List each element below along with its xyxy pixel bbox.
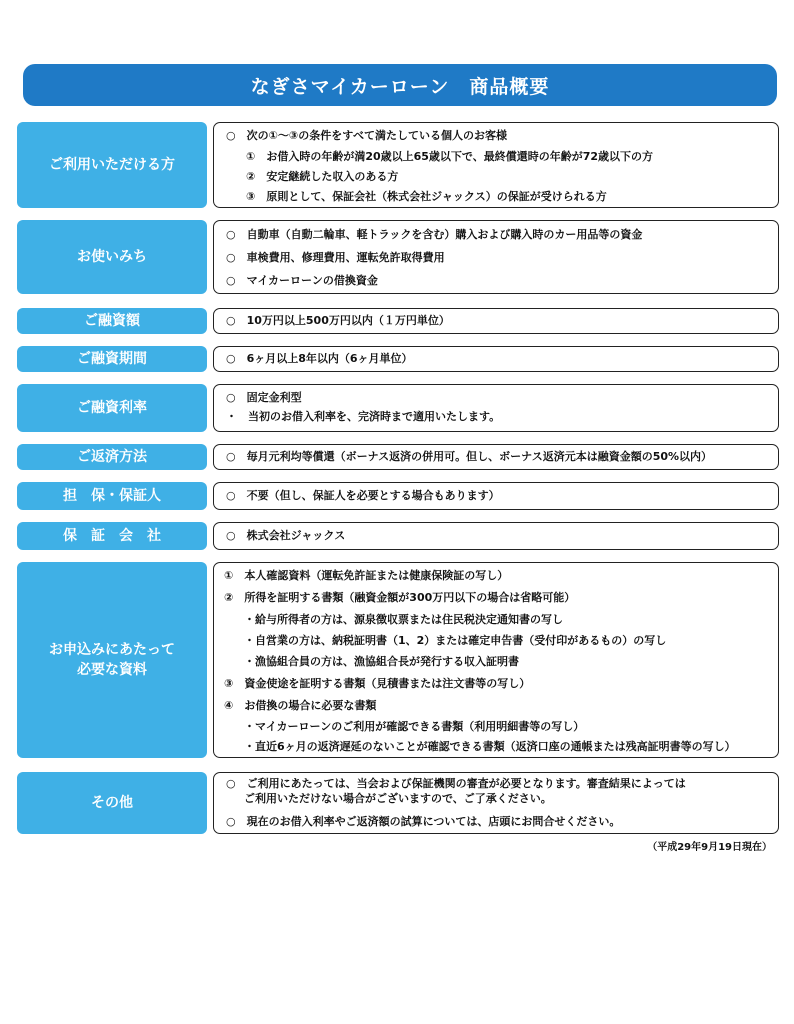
content-line: ・マイカーローンのご利用が確認できる書類（利用明細書等の写し） [244,720,585,733]
section-label-rate: ご融資利率 [17,384,207,432]
section-label-usage: お使いみち [17,220,207,294]
section-label-amount: ご融資額 [17,308,207,334]
section-documents [17,562,779,758]
section-label-repayment: ご返済方法 [17,444,207,470]
content-line: ③ 原則として、保証会社（株式会社ジャックス）の保証が受けられる方 [246,190,607,203]
content-line: ○ マイカーローンの借換資金 [226,274,378,287]
section-other [17,772,779,834]
section-content-collateral [213,482,779,510]
content-line: ○ 6ヶ月以上8年以内（6ヶ月単位） [226,352,413,365]
content-line: ② 所得を証明する書類（融資金額が300万円以下の場合は省略可能） [224,591,576,604]
content-line: ① お借入時の年齢が満20歳以上65歳以下で、最終償還時の年齢が72歳以下の方 [246,150,654,163]
section-rate [17,384,779,432]
section-label-line: お申込みにあたって [49,642,175,658]
as-of-date-note: （平成29年9月19日現在） [647,842,772,853]
section-content-period [213,346,779,372]
content-line: ・給与所得者の方は、源泉徴収票または住民税決定通知書の写し [244,613,563,626]
section-eligible [17,122,779,208]
section-content-usage [213,220,779,294]
content-line: ○ ご利用にあたっては、当会および保証機関の審査が必要となります。審査結果によっては [226,777,686,790]
content-line: ① 本人確認資料（運転免許証または健康保険証の写し） [224,569,509,582]
content-line: ○ 固定金利型 [226,391,302,404]
section-guarantor [17,522,779,550]
section-content-other [213,772,779,834]
content-line: ○ 毎月元利均等償還（ボーナス返済の併用可。但し、ボーナス返済元本は融資金額の50%以内） [226,450,713,463]
content-line: ・漁協組合員の方は、漁協組合長が発行する収入証明書 [244,655,519,668]
content-line: ④ お借換の場合に必要な書類 [224,699,377,712]
content-line: ○ 株式会社ジャックス [226,529,346,542]
section-repayment [17,444,779,470]
content-line: ・ 当初のお借入利率を、完済時まで適用いたします。 [226,410,501,423]
content-line: ② 安定継続した収入のある方 [246,170,399,183]
content-line: ・自営業の方は、納税証明書（1、2）または確定申告書（受付印があるもの）の写し [244,634,667,647]
section-label-period: ご融資期間 [17,346,207,372]
content-line: ③ 資金使途を証明する書類（見積書または注文書等の写し） [224,677,531,690]
content-line: ご利用いただけない場合がございますので、ご了承ください。 [244,792,552,805]
section-content-documents [213,562,779,758]
section-content-amount [213,308,779,334]
section-content-eligible [213,122,779,208]
section-content-repayment [213,444,779,470]
content-line: ○ 現在のお借入利率やご返済額の試算については、店頭にお問合せください。 [226,815,621,828]
section-collateral [17,482,779,510]
section-label-collateral: 担 保・保証人 [17,482,207,510]
section-amount [17,308,779,334]
content-line: ○ 次の①～③の条件をすべて満たしている個人のお客様 [226,129,508,142]
section-period [17,346,779,372]
section-label-eligible: ご利用いただける方 [17,122,207,208]
section-content-rate [213,384,779,432]
section-content-guarantor [213,522,779,550]
content-line: ・直近6ヶ月の返済遅延のないことが確認できる書類（返済口座の通帳または残高証明書等の写し） [244,740,736,753]
content-line: ○ 10万円以上500万円以内（１万円単位） [226,314,450,327]
content-line: ○ 不要（但し、保証人を必要とする場合もあります） [226,489,500,502]
section-label-other: その他 [17,772,207,834]
section-label-line: 必要な資料 [77,662,147,678]
section-label-guarantor: 保 証 会 社 [17,522,207,550]
content-line: ○ 車検費用、修理費用、運転免許取得費用 [226,251,445,264]
section-label-documents [17,562,207,758]
section-usage [17,220,779,294]
content-line: ○ 自動車（自動二輪車、軽トラックを含む）購入および購入時のカー用品等の資金 [226,228,643,241]
page-title: なぎさマイカーローン 商品概要 [23,64,777,106]
